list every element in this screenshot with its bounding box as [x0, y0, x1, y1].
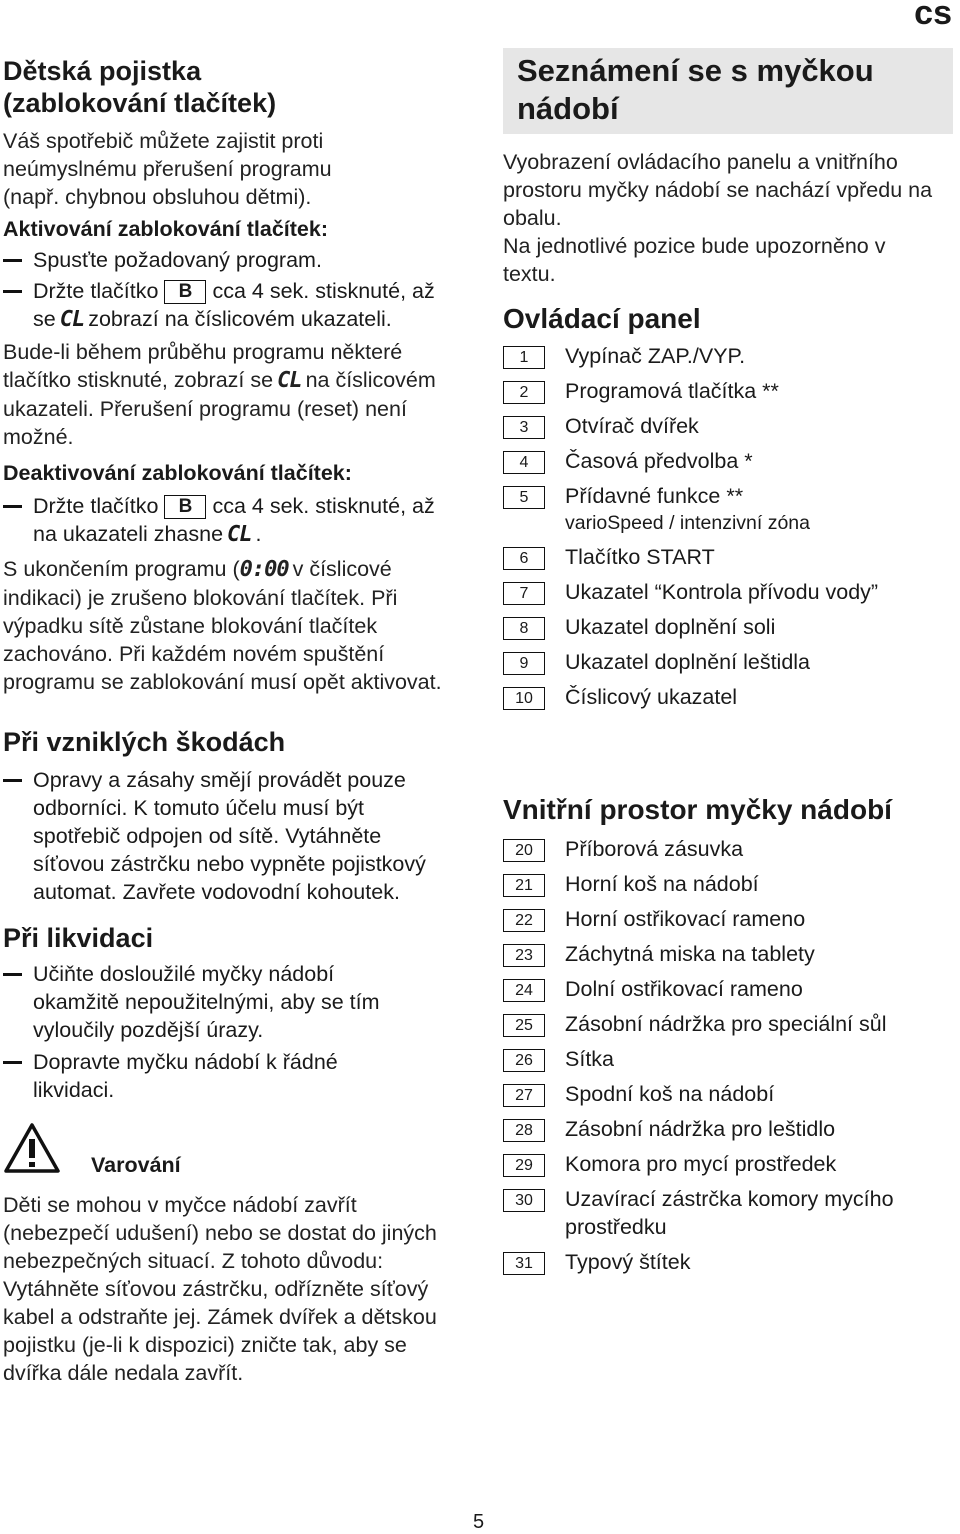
- program-end-text: [3, 555, 453, 696]
- item-label-text: Příborová zásuvka: [565, 837, 744, 861]
- page-number: 5: [473, 1511, 485, 1533]
- list-item: [503, 1248, 953, 1276]
- position-number-box: 28: [503, 1119, 545, 1142]
- list-item: [503, 870, 953, 898]
- cl-display-icon: CL: [277, 368, 302, 393]
- deactivate-step-1-text-a: Držte tlačítko: [33, 494, 159, 518]
- disposal-step-2: Dopravte myčku nádobí k řádné likvidaci.: [3, 1048, 383, 1104]
- list-item: [503, 1045, 953, 1073]
- position-number-box: 1: [503, 346, 545, 369]
- item-label: [565, 1045, 614, 1073]
- list-item: [503, 613, 953, 641]
- activate-step-2-text-b: cca 4 sek. stisknuté, až se: [33, 279, 435, 331]
- item-label: [565, 1150, 836, 1178]
- position-number-box: 29: [503, 1154, 545, 1177]
- warning-text: Děti se mohou v myčce nádobí zavřít (nebezpečí udušení) nebo se dostat do jiných nebezpečných situací. Z tohoto důvodu: Vytáhněte síťovou zástrčku, odřízněte síťový kabel a odstraňte jej. Zámek dvířek a dětskou pojistku (je-li k dispozici) zničte tak, aby se dvířka dále nedala zavřít.: [3, 1193, 437, 1385]
- item-label: [565, 342, 745, 370]
- position-number-box: 23: [503, 944, 545, 967]
- main-heading: Seznámení se s myčkou nádobí: [503, 48, 953, 134]
- list-item: [503, 683, 953, 711]
- item-label: [565, 648, 810, 676]
- list-item: [503, 482, 953, 536]
- item-label-text: Tlačítko START: [565, 545, 715, 569]
- activate-step-2-text-c: zobrazí na číslicovém ukazateli.: [88, 307, 392, 331]
- item-label-text: Přídavné funkce **: [565, 484, 744, 508]
- list-item: [503, 940, 953, 968]
- item-label: [565, 940, 815, 968]
- item-label-text: Komora pro mycí prostředek: [565, 1152, 837, 1176]
- item-label-text: Horní koš na nádobí: [565, 872, 759, 896]
- position-number-box: 2: [503, 381, 545, 404]
- item-label-text: Typový štítek: [565, 1250, 691, 1274]
- list-item: [503, 975, 953, 1003]
- position-number-box: 3: [503, 416, 545, 439]
- item-label: [565, 870, 759, 898]
- list-item: [503, 1080, 953, 1108]
- item-label: [565, 835, 743, 863]
- overview-intro: Vyobrazení ovládacího panelu a vnitřního prostoru myčky nádobí se nachází vpředu na obalu.: [503, 150, 933, 230]
- deactivate-step-1: [3, 492, 458, 549]
- item-label: [565, 683, 737, 711]
- list-item: [503, 1185, 953, 1241]
- position-number-box: 10: [503, 687, 545, 710]
- item-label: [565, 1115, 835, 1143]
- item-label: [565, 447, 753, 475]
- position-number-box: 25: [503, 1014, 545, 1037]
- activate-heading: Aktivování zablokování tlačítek:: [3, 217, 328, 241]
- activate-step-1: Spusťte požadovaný program.: [3, 246, 458, 274]
- overview-intro-2: Na jednotlivé pozice bude upozorněno v textu.: [503, 234, 886, 286]
- position-number-box: 26: [503, 1049, 545, 1072]
- right-column: [503, 48, 953, 1283]
- list-item: [503, 1150, 953, 1178]
- item-label: [565, 578, 878, 606]
- item-label: [565, 377, 779, 405]
- deactivate-step-1-text-b: cca 4 sek. stisknuté, až na ukazateli zhasne: [33, 494, 435, 546]
- list-item: [503, 412, 953, 440]
- end-text-a: S ukončením programu (: [3, 557, 240, 581]
- item-label: [565, 543, 715, 571]
- warning-title: Varování: [91, 1153, 181, 1177]
- control-panel-title: Ovládací panel: [503, 303, 701, 334]
- position-number-box: 27: [503, 1084, 545, 1107]
- cl-display-icon: CL: [59, 307, 85, 332]
- item-label-text: Číslicový ukazatel: [565, 685, 738, 709]
- item-label-text: Zásobní nádržka pro speciální sůl: [565, 1012, 887, 1036]
- activate-step-2: [3, 277, 458, 334]
- damage-step: Opravy a zásahy smějí provádět pouze odborníci. K tomuto účelu musí být spotřebič odpojen od sítě. Vytáhněte síťovou zástrčku nebo vypněte pojistkový automat. Zavřete vodovodní kohoutek.: [3, 766, 443, 906]
- interior-list: [503, 835, 953, 1276]
- position-number-box: 5: [503, 486, 545, 509]
- list-item: [503, 578, 953, 606]
- item-label-text: Dolní ostřikovací rameno: [565, 977, 803, 1001]
- item-label-text: Sítka: [565, 1047, 614, 1071]
- item-label: [565, 412, 699, 440]
- disposal-step-1: Učiňte dosloužilé myčky nádobí okamžitě nepoužitelnými, aby se tím vyloučily pozdější úrazy.: [3, 960, 383, 1044]
- item-label-text: Záchytná miska na tablety: [565, 942, 815, 966]
- cl-display-icon: CL: [227, 522, 252, 547]
- position-number-box: 4: [503, 451, 545, 474]
- list-item: [503, 447, 953, 475]
- item-label-text: Uzavírací zástrčka komory mycího prostředku: [565, 1187, 894, 1239]
- item-sublabel: varioSpeed / intenzivní zóna: [565, 512, 810, 534]
- list-item: [503, 543, 953, 571]
- damage-title: Při vzniklých škodách: [3, 727, 286, 757]
- item-label-text: Ukazatel doplnění soli: [565, 615, 776, 639]
- during-text-a: Bude-li během průběhu programu některé tlačítko stisknuté, zobrazí se: [3, 340, 403, 392]
- child-lock-title: Dětská pojistka (zablokování tlačítek): [3, 56, 277, 118]
- warning-header: [3, 1122, 458, 1179]
- zero-display-icon: 0:00: [239, 557, 289, 582]
- position-number-box: 24: [503, 979, 545, 1002]
- position-number-box: 7: [503, 582, 545, 605]
- item-label: [565, 905, 805, 933]
- during-program-text: [3, 338, 448, 451]
- warning-triangle-icon: [3, 1122, 61, 1179]
- position-number-box: 20: [503, 839, 545, 862]
- disposal-title: Při likvidaci: [3, 923, 154, 953]
- item-label: [565, 1080, 774, 1108]
- child-lock-intro: Váš spotřebič můžete zajistit proti neúmyslnému přerušení programu (např. chybnou obsluhou dětmi).: [3, 129, 332, 209]
- language-tag: cs: [914, 0, 952, 32]
- deactivate-heading: Deaktivování zablokování tlačítek:: [3, 461, 352, 485]
- control-panel-list: [503, 342, 953, 711]
- item-label-text: Spodní koš na nádobí: [565, 1082, 775, 1106]
- end-text-b: v číslicové indikaci) je zrušeno blokování tlačítek. Při výpadku sítě zůstane blokování tlačítek zachováno. Při každém novém spuštění programu se zablokování musí opět aktivovat.: [3, 557, 442, 694]
- list-item: [503, 1010, 953, 1038]
- during-text-b: na číslicovém ukazateli. Přerušení programu (reset) není možné.: [3, 368, 436, 449]
- item-label: [565, 975, 803, 1003]
- item-label-text: Otvírač dvířek: [565, 414, 699, 438]
- item-label-text: Ukazatel “Kontrola přívodu vody”: [565, 580, 879, 604]
- interior-title: Vnitřní prostor myčky nádobí: [503, 794, 892, 825]
- key-b-icon: B: [164, 495, 206, 519]
- left-column: [3, 55, 458, 1387]
- position-number-box: 30: [503, 1189, 545, 1212]
- item-label: [565, 1010, 886, 1038]
- list-item: [503, 1115, 953, 1143]
- item-label-text: Horní ostřikovací rameno: [565, 907, 806, 931]
- list-item: [503, 648, 953, 676]
- position-number-box: 21: [503, 874, 545, 897]
- position-number-box: 8: [503, 617, 545, 640]
- list-item: [503, 377, 953, 405]
- item-label-text: Zásobní nádržka pro leštidlo: [565, 1117, 836, 1141]
- item-label-text: Ukazatel doplnění leštidla: [565, 650, 811, 674]
- position-number-box: 31: [503, 1252, 545, 1275]
- list-item: [503, 342, 953, 370]
- position-number-box: 6: [503, 547, 545, 570]
- item-label-text: Programová tlačítka **: [565, 379, 779, 403]
- item-label: [565, 482, 810, 536]
- deactivate-step-1-text-c: .: [255, 522, 262, 546]
- item-label-text: Časová předvolba *: [565, 449, 753, 473]
- position-number-box: 22: [503, 909, 545, 932]
- position-number-box: 9: [503, 652, 545, 675]
- list-item: [503, 835, 953, 863]
- list-item: [503, 905, 953, 933]
- item-label: [565, 1185, 925, 1241]
- item-label: [565, 1248, 690, 1276]
- item-label: [565, 613, 775, 641]
- item-label-text: Vypínač ZAP./VYP.: [565, 344, 746, 368]
- key-b-icon: B: [164, 280, 206, 304]
- activate-step-2-text-a: Držte tlačítko: [33, 279, 159, 303]
